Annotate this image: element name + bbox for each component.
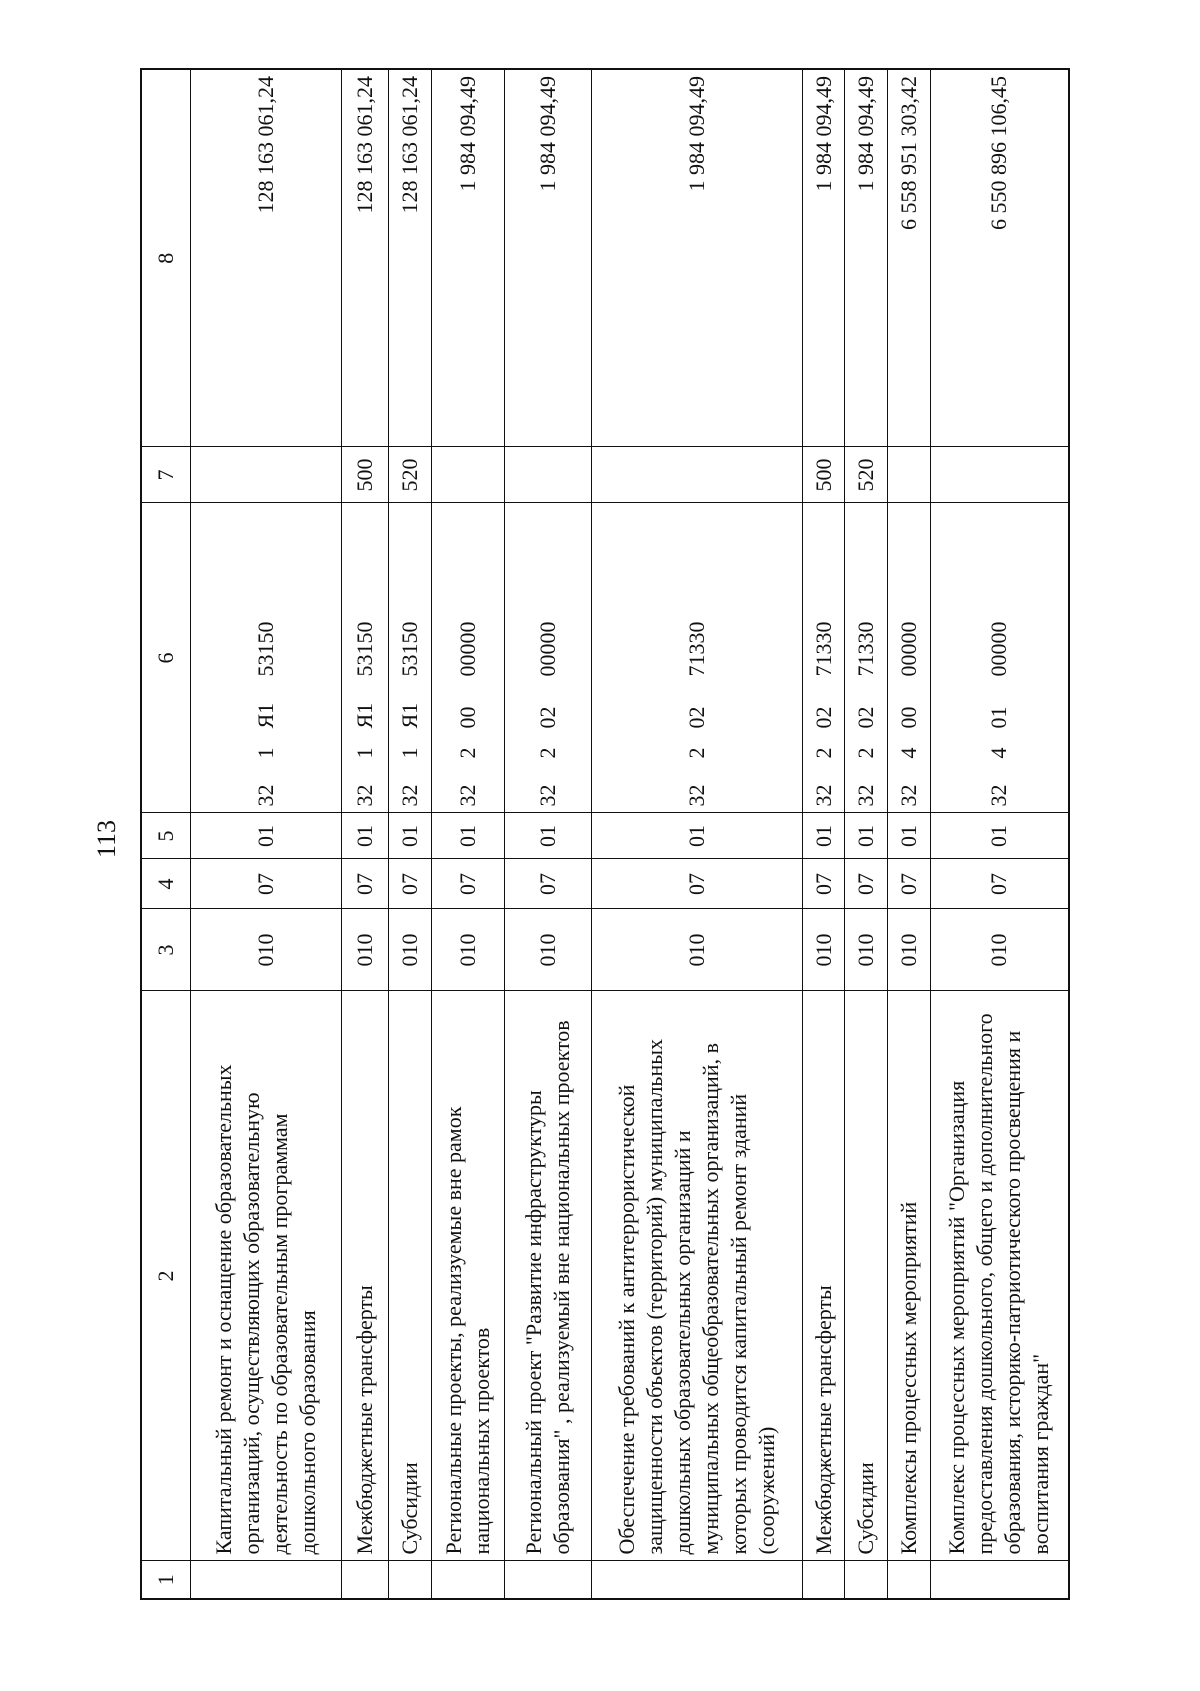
amount-cell: 128 163 061,24 — [190, 69, 341, 447]
section-code-cell: 07 — [341, 859, 388, 909]
code-part: 53150 — [352, 621, 377, 677]
code-part: 4 — [986, 747, 1012, 759]
item-name-cell: Комплекс процессных мероприятий "Организация предоставления дошкольного, общего и дополнительного образования, историко-патриотического просвещения и воспитания граждан" — [930, 991, 1069, 1561]
code-part: 02 — [535, 706, 561, 729]
table-row — [592, 69, 802, 1599]
section-code-cell: 07 — [802, 859, 845, 909]
target-article-code-cell — [802, 503, 845, 813]
item-name-cell: Региональный проект "Развитие инфраструктуры образования" , реализуемый вне национальных проектов — [504, 991, 591, 1561]
code-part: 2 — [684, 747, 710, 759]
column-header: 1 — [141, 1561, 190, 1599]
subsection-code-cell: 01 — [389, 813, 432, 859]
ministry-code-cell: 010 — [389, 909, 432, 991]
section-code-cell: 07 — [504, 859, 591, 909]
expense-type-cell: 520 — [845, 447, 888, 503]
ministry-code-cell: 010 — [341, 909, 388, 991]
code-part: 02 — [853, 706, 879, 729]
budget-table-container — [140, 70, 1070, 1600]
code-part: 53150 — [252, 621, 278, 677]
table-header-row — [141, 69, 190, 1599]
target-article-code-cell — [592, 503, 802, 813]
code-part: 32 — [895, 784, 921, 807]
code-part: 00000 — [535, 621, 561, 677]
amount-cell: 128 163 061,24 — [341, 69, 388, 447]
row-index-cell — [190, 1561, 341, 1599]
code-part: 71330 — [810, 621, 836, 677]
expense-type-cell — [190, 447, 341, 503]
amount-cell: 1 984 094,49 — [504, 69, 591, 447]
code-part: 32 — [454, 784, 480, 807]
target-article-code-cell — [431, 503, 504, 813]
code-part: Я1 — [352, 702, 377, 729]
code-part: 2 — [810, 747, 836, 759]
subsection-code-cell: 01 — [592, 813, 802, 859]
item-name-cell: Комплексы процессных мероприятий — [887, 991, 930, 1561]
section-code-cell: 07 — [190, 859, 341, 909]
page-number: 113 — [92, 819, 121, 858]
subsection-code-cell: 01 — [845, 813, 888, 859]
amount-cell: 6 550 896 106,45 — [930, 69, 1069, 447]
code-part: 32 — [352, 784, 377, 807]
amount-cell: 6 558 951 303,42 — [887, 69, 930, 447]
row-index-cell — [887, 1561, 930, 1599]
section-code-cell: 07 — [389, 859, 432, 909]
code-part: 00000 — [986, 621, 1012, 677]
table-row — [341, 69, 388, 1599]
amount-cell: 1 984 094,49 — [845, 69, 888, 447]
target-article-code-cell — [504, 503, 591, 813]
column-header: 3 — [141, 909, 190, 991]
row-index-cell — [341, 1561, 388, 1599]
target-article-code-cell — [845, 503, 888, 813]
code-part: 32 — [684, 784, 710, 807]
code-part: 32 — [535, 784, 561, 807]
amount-cell: 1 984 094,49 — [431, 69, 504, 447]
code-part: 71330 — [684, 621, 710, 677]
expense-type-cell: 520 — [389, 447, 432, 503]
code-part: 00 — [895, 706, 921, 729]
code-part: 01 — [986, 706, 1012, 729]
subsection-code-cell: 01 — [930, 813, 1069, 859]
table-row — [389, 69, 432, 1599]
code-part: 02 — [810, 706, 836, 729]
code-part: 32 — [252, 784, 278, 807]
subsection-code-cell: 01 — [802, 813, 845, 859]
table-row — [845, 69, 888, 1599]
ministry-code-cell: 010 — [504, 909, 591, 991]
section-code-cell: 07 — [845, 859, 888, 909]
target-article-code-cell — [887, 503, 930, 813]
column-header: 2 — [141, 991, 190, 1561]
ministry-code-cell: 010 — [592, 909, 802, 991]
amount-cell: 128 163 061,24 — [389, 69, 432, 447]
section-code-cell: 07 — [930, 859, 1069, 909]
code-part: 02 — [684, 706, 710, 729]
section-code-cell: 07 — [887, 859, 930, 909]
target-article-code-cell — [190, 503, 341, 813]
code-part: 4 — [895, 747, 921, 759]
expense-type-cell — [504, 447, 591, 503]
code-part: 1 — [396, 747, 422, 759]
target-article-code-cell — [389, 503, 432, 813]
column-header: 5 — [141, 813, 190, 859]
ministry-code-cell: 010 — [431, 909, 504, 991]
table-row — [190, 69, 341, 1599]
row-index-cell — [802, 1561, 845, 1599]
code-part: 00000 — [895, 621, 921, 677]
expense-type-cell — [592, 447, 802, 503]
ministry-code-cell: 010 — [845, 909, 888, 991]
table-row — [504, 69, 591, 1599]
table-row — [431, 69, 504, 1599]
code-part: 32 — [986, 784, 1012, 807]
section-code-cell: 07 — [431, 859, 504, 909]
ministry-code-cell: 010 — [190, 909, 341, 991]
ministry-code-cell: 010 — [930, 909, 1069, 991]
row-index-cell — [389, 1561, 432, 1599]
code-part: Я1 — [252, 702, 278, 729]
section-code-cell: 07 — [592, 859, 802, 909]
code-part: 32 — [853, 784, 879, 807]
row-index-cell — [504, 1561, 591, 1599]
expense-type-cell: 500 — [341, 447, 388, 503]
column-header: 8 — [141, 69, 190, 447]
item-name-cell: Межбюджетные трансферты — [341, 991, 388, 1561]
amount-cell: 1 984 094,49 — [592, 69, 802, 447]
subsection-code-cell: 01 — [341, 813, 388, 859]
item-name-cell: Капитальный ремонт и оснащение образовательных организаций, осуществляющих образовательную деятельность по образовательным программам дошкольного образования — [190, 991, 341, 1561]
code-part: 32 — [396, 784, 422, 807]
code-part: 32 — [810, 784, 836, 807]
code-part: 00000 — [454, 621, 480, 677]
row-index-cell — [592, 1561, 802, 1599]
column-header: 4 — [141, 859, 190, 909]
expense-type-cell — [887, 447, 930, 503]
subsection-code-cell: 01 — [431, 813, 504, 859]
row-index-cell — [930, 1561, 1069, 1599]
code-part: 2 — [535, 747, 561, 759]
column-header: 6 — [141, 503, 190, 813]
subsection-code-cell: 01 — [190, 813, 341, 859]
target-article-code-cell — [341, 503, 388, 813]
expense-type-cell — [431, 447, 504, 503]
code-part: Я1 — [396, 702, 422, 729]
table-row — [887, 69, 930, 1599]
subsection-code-cell: 01 — [504, 813, 591, 859]
code-part: 2 — [454, 747, 480, 759]
code-part: 71330 — [853, 621, 879, 677]
code-part: 00 — [454, 706, 480, 729]
item-name-cell: Межбюджетные трансферты — [802, 991, 845, 1561]
item-name-cell: Субсидии — [845, 991, 888, 1561]
item-name-cell: Субсидии — [389, 991, 432, 1561]
item-name-cell: Обеспечение требований к антитеррористической защищенности объектов (территорий) муниципальных дошкольных образовательных организаций и муниципальных общеобразовательных организаций, в которых проводится капитальный ремонт зданий (сооружений) — [592, 991, 802, 1561]
table-row — [802, 69, 845, 1599]
table-row — [930, 69, 1069, 1599]
code-part: 53150 — [396, 621, 422, 677]
ministry-code-cell: 010 — [887, 909, 930, 991]
expense-type-cell: 500 — [802, 447, 845, 503]
row-index-cell — [845, 1561, 888, 1599]
code-part: 1 — [252, 747, 278, 759]
item-name-cell: Региональные проекты, реализуемые вне рамок национальных проектов — [431, 991, 504, 1561]
row-index-cell — [431, 1561, 504, 1599]
subsection-code-cell: 01 — [887, 813, 930, 859]
target-article-code-cell — [930, 503, 1069, 813]
code-part: 2 — [853, 747, 879, 759]
amount-cell: 1 984 094,49 — [802, 69, 845, 447]
ministry-code-cell: 010 — [802, 909, 845, 991]
expense-type-cell — [930, 447, 1069, 503]
budget-table — [140, 68, 1070, 1600]
column-header: 7 — [141, 447, 190, 503]
code-part: 1 — [352, 747, 377, 759]
